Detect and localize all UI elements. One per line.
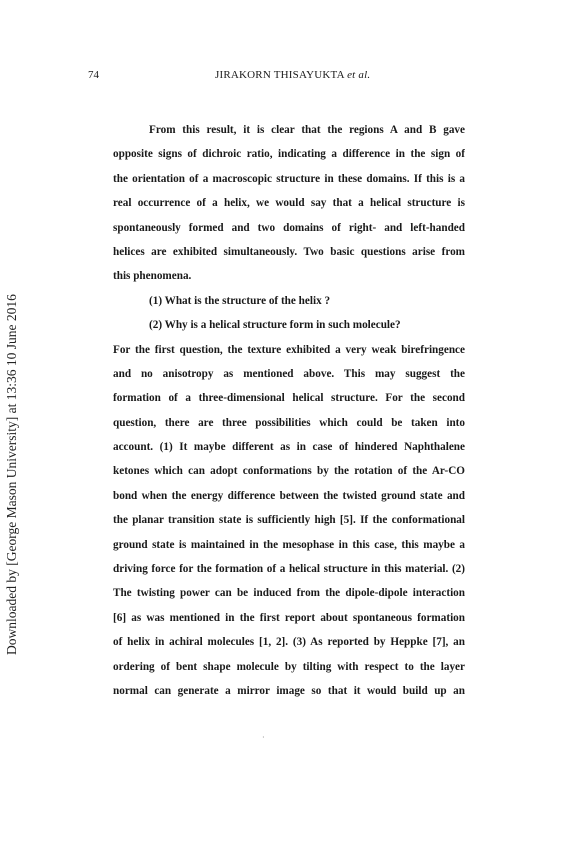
body-line: of helix in achiral molecules [1, 2]. (3) As reported by Heppke [7], an <box>113 636 465 649</box>
body-line: normal can generate a mirror image so that it would build up an <box>113 684 465 697</box>
body-line: ordering of bent shape molecule by tilting with respect to the layer <box>113 660 465 673</box>
body-line: ground state is maintained in the mesophase in this case, this maybe a <box>113 538 465 551</box>
body-line: spontaneously formed and two domains of right- and left-handed <box>113 221 465 234</box>
body-line: The twisting power can be induced from the dipole-dipole interaction <box>113 587 465 600</box>
running-head <box>215 69 370 81</box>
body-line: From this result, it is clear that the regions A and B gave <box>149 124 465 136</box>
page-number: 74 <box>88 69 99 81</box>
question-2: (2) Why is a helical structure form in such molecule? <box>149 319 401 332</box>
body-line: driving force for the formation of a helical structure in this material. (2) <box>113 563 465 576</box>
body-line: question, there are three possibilities which could be taken into <box>113 416 465 429</box>
body-line: formation of a three-dimensional helical structure. For the second <box>113 392 465 405</box>
body-text <box>113 118 465 703</box>
body-line: ketones which can adopt conformations by the rotation of the Ar-CO <box>113 465 465 478</box>
body-line: the planar transition state is sufficiently high [5]. If the conformational <box>113 514 465 527</box>
body-line: this phenomena. <box>113 270 192 283</box>
body-line: bond when the energy difference between the twisted ground state and <box>113 489 465 502</box>
page-mark: · <box>262 733 265 742</box>
running-head-author: JIRAKORN THISAYUKTA <box>215 69 345 81</box>
body-line: and no anisotropy as mentioned above. This may suggest the <box>113 367 465 380</box>
body-line: For the first question, the texture exhibited a very weak birefringence <box>113 343 465 356</box>
body-line: the orientation of a macroscopic structure in these domains. If this is a <box>113 172 465 185</box>
running-head-etal: et al. <box>347 69 371 81</box>
body-line: opposite signs of dichroic ratio, indicating a difference in the sign of <box>113 148 465 161</box>
download-notice: Downloaded by [George Mason University] at 13:36 10 June 2016 <box>4 294 19 655</box>
body-line: account. (1) It maybe different as in case of hindered Naphthalene <box>113 441 465 454</box>
body-line: real occurrence of a helix, we would say that a helical structure is <box>113 197 465 210</box>
question-1: (1) What is the structure of the helix ? <box>149 294 331 307</box>
body-line: [6] as was mentioned in the first report about spontaneous formation <box>113 611 465 624</box>
body-line: helices are exhibited simultaneously. Two basic questions arise from <box>113 245 465 258</box>
